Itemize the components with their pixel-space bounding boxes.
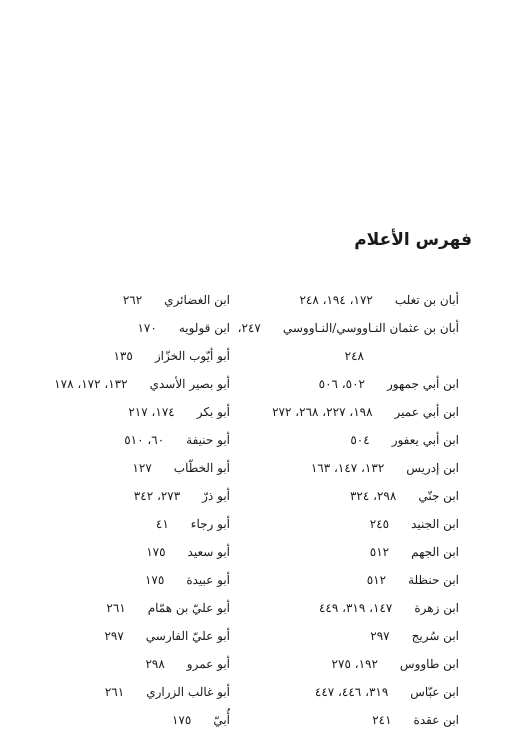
index-entry	[274, 426, 459, 454]
entry-name: ابن حنظلة	[408, 573, 459, 587]
entry-name: ابن الجهم	[411, 545, 459, 559]
entry-name: ابن أبي جمهور	[387, 377, 459, 391]
entry-pages: ١٧٢، ١٩٤، ٢٤٨	[299, 293, 373, 307]
page-title: فهرس الأعلام	[354, 230, 472, 250]
index-entry	[60, 398, 230, 426]
entry-name: ابن الجنيد	[411, 517, 459, 531]
entry-name: ابن سُريج	[411, 629, 459, 643]
entry-name: أبو رجاء	[190, 517, 230, 531]
entry-pages: ٢٩٨	[145, 657, 165, 671]
index-entry	[274, 454, 459, 482]
entry-pages: ٢٧٣، ٣٤٢	[133, 489, 181, 503]
index-entry	[60, 650, 230, 678]
entry-pages: ١٩٨، ٢٢٧، ٢٦٨، ٢٧٢	[272, 405, 373, 419]
index-entry	[54, 370, 230, 398]
index-entry	[274, 706, 459, 734]
entry-pages: ٦٠، ٥١٠	[124, 433, 165, 447]
entry-name: ابن جنّي	[418, 489, 459, 503]
index-entry	[237, 314, 459, 342]
index-entry	[274, 482, 459, 510]
entry-pages: ٢٦١	[104, 685, 125, 699]
index-entry	[60, 678, 230, 706]
entry-pages: ١٧٠	[137, 321, 157, 335]
entry-name: أبو حنيفة	[186, 433, 230, 447]
entry-pages: ٢٦١	[106, 601, 126, 615]
index-entry	[60, 538, 230, 566]
index-entry	[60, 566, 230, 594]
entry-name: أبان بن تغلب	[394, 293, 459, 307]
index-entry	[274, 678, 459, 706]
entry-name: ابن أبي عمير	[394, 405, 459, 419]
entry-name: ابن أبي يعفور	[391, 433, 459, 447]
index-entry	[274, 566, 459, 594]
index-entry	[274, 538, 459, 566]
entry-name: أبو ذرّ	[202, 489, 230, 503]
entry-pages: ١٤٧، ٣١٩، ٤٤٩	[318, 601, 393, 615]
entry-name: أبو بكر	[196, 405, 230, 419]
index-column-left	[54, 286, 230, 734]
entry-name: أبو عمرو	[186, 657, 230, 671]
index-entry	[274, 510, 459, 538]
entry-pages: ٢٩٧	[370, 629, 390, 643]
index-entry	[274, 342, 459, 370]
index-entry	[60, 706, 230, 734]
entry-pages: ٢٦٢	[122, 293, 143, 307]
entry-name: ابن عبّاس	[410, 685, 459, 699]
entry-pages: ١٧٥	[146, 545, 166, 559]
index-entry	[60, 426, 230, 454]
index-entry	[60, 286, 230, 314]
entry-pages: ١٣٢، ١٧٢، ١٧٨	[54, 377, 128, 391]
index-entry	[60, 622, 230, 650]
entry-name: أبان بن عثمان النـاووسي/النـاووسي	[282, 321, 459, 335]
index-entry	[274, 622, 459, 650]
entry-name: ابن قولويه	[178, 321, 230, 335]
entry-pages: ٥١٢	[369, 545, 390, 559]
index-entry	[274, 650, 459, 678]
entry-pages: ٢٤١	[372, 713, 392, 727]
entry-name: أُبيّ	[213, 713, 230, 727]
entry-name: ابن طاووس	[399, 657, 459, 671]
entry-pages: ٤١	[155, 517, 169, 531]
index-entry	[60, 482, 230, 510]
entry-name: ابن الغضائري	[164, 293, 230, 307]
entry-pages: ١٧٤، ٢١٧	[128, 405, 175, 419]
entry-name: أبو بصير الأسدي	[149, 377, 230, 391]
entry-name: أبو سعيد	[187, 545, 230, 559]
entry-name: ابن عقدة	[413, 713, 459, 727]
entry-name: ابن إدريس	[406, 461, 459, 475]
index-entry	[274, 286, 459, 314]
entry-pages: ١٣٢، ١٤٧، ١٦٣	[310, 461, 385, 475]
index-entry	[274, 398, 459, 426]
entry-pages: ٣١٩، ٤٤٦، ٤٤٧	[314, 685, 389, 699]
index-entry	[274, 370, 459, 398]
index-entry	[60, 342, 230, 370]
entry-pages: ١٧٥	[171, 713, 192, 727]
entry-pages: ٢٩٨، ٣٢٤	[349, 489, 397, 503]
entry-name: أبو أيّوب الخزّاز	[154, 349, 230, 363]
entry-pages: ٢٤٧،	[237, 321, 261, 335]
entry-pages: ١٣٥	[113, 349, 133, 363]
entry-pages: ١٩٢، ٢٧٥	[331, 657, 378, 671]
entry-pages: ٥٠٤	[350, 433, 370, 447]
index-entry	[60, 510, 230, 538]
index-entry	[60, 454, 230, 482]
entry-pages: ١٧٥	[144, 573, 165, 587]
index-entry	[274, 594, 459, 622]
entry-pages: ١٢٧	[132, 461, 152, 475]
entry-name: أبو عبيدة	[186, 573, 230, 587]
entry-name: أبو عليّ بن همّام	[147, 601, 230, 615]
entry-name: ابن زهرة	[414, 601, 459, 615]
entry-pages: ٢٤٥	[369, 517, 390, 531]
entry-name: أبو الخطّاب	[173, 461, 230, 475]
entry-name: أبو عليّ الفارسي	[145, 629, 230, 643]
entry-pages: ٥١٢	[366, 573, 387, 587]
index-column-right	[237, 286, 459, 734]
entry-pages: ٥٠٢، ٥٠٦	[318, 377, 365, 391]
entry-name: أبو غالب الزراري	[146, 685, 230, 699]
index-entry	[60, 594, 230, 622]
entry-pages: ٢٤٨	[344, 349, 364, 363]
index-entry	[60, 314, 230, 342]
entry-pages: ٢٩٧	[104, 629, 124, 643]
